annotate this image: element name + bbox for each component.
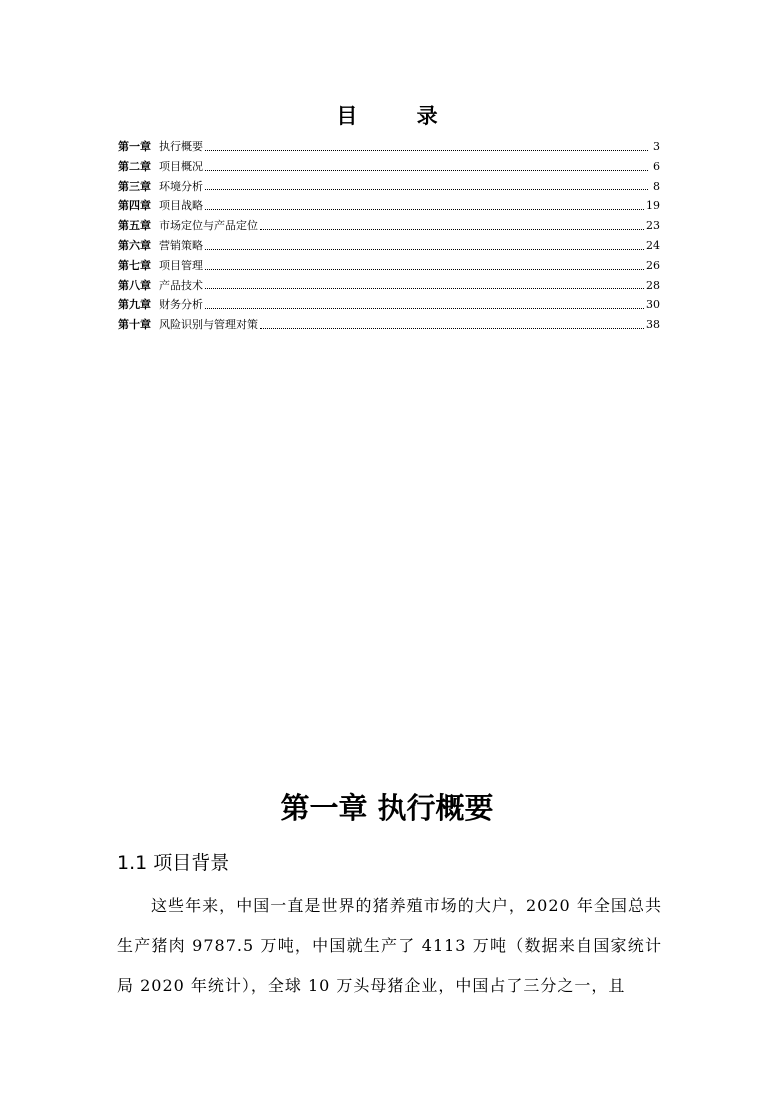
toc-entry-title: 项目战略: [159, 199, 203, 213]
toc-entry-title: 项目概况: [159, 159, 203, 173]
toc-entry-title: 项目管理: [159, 258, 203, 272]
toc-chapter-number: 第三章: [118, 179, 151, 193]
toc-entry[interactable]: [118, 137, 660, 157]
toc-dot-leader: [205, 302, 644, 309]
table-of-contents: [118, 137, 660, 335]
toc-entry-title: 营销策略: [159, 238, 203, 252]
toc-entry-title: 执行概要: [159, 140, 203, 153]
toc-entry-title: 环境分析: [159, 179, 203, 193]
toc-page-number: 38: [646, 318, 660, 332]
toc-dot-leader: [205, 282, 644, 289]
toc-entry[interactable]: [118, 276, 660, 296]
toc-chapter-number: 第四章: [118, 199, 151, 213]
toc-page-number: 28: [646, 278, 660, 292]
toc-page-number: 30: [646, 298, 660, 312]
toc-page-number: 19: [646, 199, 660, 213]
toc-dot-leader: [205, 203, 644, 210]
toc-entry[interactable]: [118, 315, 660, 335]
toc-chapter-number: 第一章: [118, 140, 151, 153]
chapter-heading: 第一章 执行概要: [280, 791, 494, 825]
toc-title: 目 录: [336, 103, 464, 128]
toc-dot-leader: [260, 223, 644, 230]
toc-page-number: 23: [646, 219, 660, 233]
toc-dot-leader: [205, 243, 644, 250]
toc-dot-leader: [205, 144, 648, 151]
toc-chapter-number: 第五章: [118, 219, 151, 233]
toc-chapter-number: 第六章: [118, 238, 151, 252]
body-paragraph: 这些年来，中国一直是世界的猪养殖市场的大户，2020 年全国总共生产猪肉 9787.5 万吨，中国就生产了 4113 万吨（数据来自国家统计局 2020 年统计），全球 10 万头母猪企业，中国占了三分之一，且: [117, 896, 662, 995]
toc-chapter-number: 第二章: [118, 159, 151, 173]
toc-entry-title: 市场定位与产品定位: [159, 219, 258, 233]
toc-page-number: 3: [653, 140, 660, 153]
section-heading: 1.1 项目背景: [117, 852, 230, 874]
toc-entry[interactable]: [118, 295, 660, 315]
toc-page-number: 24: [646, 238, 660, 252]
toc-page-number: 6: [653, 159, 660, 173]
toc-dot-leader: [205, 164, 648, 171]
toc-page-number: 26: [646, 258, 660, 272]
toc-chapter-number: 第七章: [118, 258, 151, 272]
toc-dot-leader: [205, 263, 644, 270]
toc-entry[interactable]: [118, 216, 660, 236]
toc-dot-leader: [205, 183, 648, 190]
toc-entry[interactable]: [118, 256, 660, 276]
toc-entry-title: 风险识别与管理对策: [159, 318, 258, 332]
toc-page-number: 8: [653, 179, 660, 193]
toc-entry-title: 财务分析: [159, 298, 203, 312]
toc-entry-title: 产品技术: [159, 278, 203, 292]
toc-dot-leader: [260, 322, 644, 329]
toc-chapter-number: 第九章: [118, 298, 151, 312]
toc-entry[interactable]: [118, 177, 660, 197]
toc-entry[interactable]: [118, 196, 660, 216]
toc-entry[interactable]: [118, 157, 660, 177]
toc-chapter-number: 第八章: [118, 278, 151, 292]
toc-entry[interactable]: [118, 236, 660, 256]
toc-chapter-number: 第十章: [118, 318, 151, 332]
